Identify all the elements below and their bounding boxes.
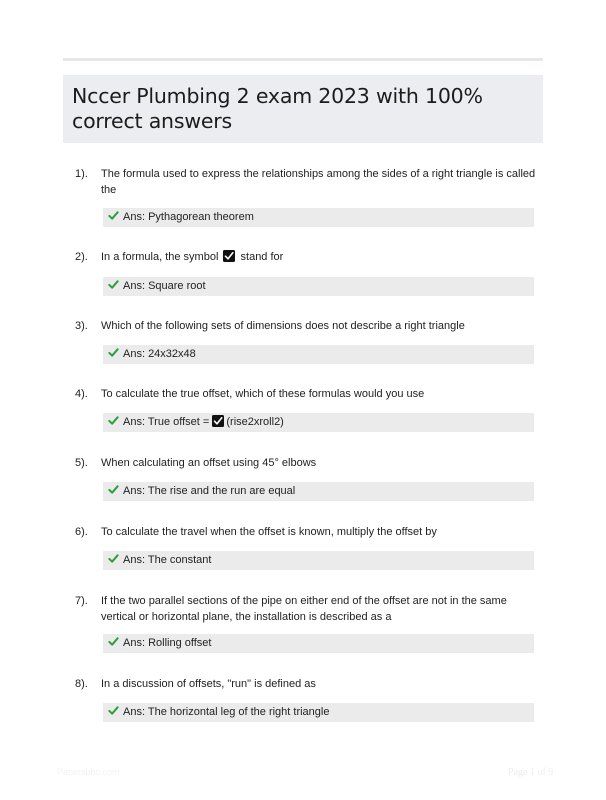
checkmark-icon bbox=[108, 553, 119, 564]
answer-text: Ans: Pythagorean theorem bbox=[123, 211, 254, 223]
square-root-symbol-icon bbox=[212, 415, 224, 427]
answer-text: Ans: Rolling offset bbox=[123, 637, 212, 649]
answer-box bbox=[103, 703, 534, 722]
answer-text: Ans: The horizontal leg of the right triangle bbox=[123, 706, 330, 718]
question-text-part: stand for bbox=[240, 251, 284, 263]
checkmark-icon bbox=[108, 347, 119, 358]
checkmark-icon bbox=[108, 705, 119, 716]
checkmark-icon bbox=[108, 415, 119, 426]
question-text: If the two parallel sections of the pipe on either end of the offset are not in the same vertical or horizontal plane, the installation is described as a bbox=[101, 595, 507, 623]
question-number: 3). bbox=[75, 320, 88, 332]
answer-box bbox=[103, 482, 534, 501]
answer-text: Ans: The constant bbox=[123, 554, 212, 566]
question-text: When calculating an offset using 45° elbows bbox=[101, 457, 317, 469]
question-text: Which of the following sets of dimensions does not describe a right triangle bbox=[101, 320, 465, 332]
footer-watermark: Papersbbc.com bbox=[57, 767, 120, 777]
checkmark-icon bbox=[108, 484, 119, 495]
answer-text-part: (rise2xroll2) bbox=[226, 416, 284, 428]
checkmark-icon bbox=[108, 636, 119, 647]
question-number: 2). bbox=[75, 251, 88, 263]
answer-box bbox=[103, 634, 534, 653]
question-text: To calculate the travel when the offset is known, multiply the offset by bbox=[101, 526, 437, 538]
question-number: 1). bbox=[75, 168, 88, 180]
question-number: 8). bbox=[75, 678, 88, 690]
checkmark-icon bbox=[108, 210, 119, 221]
question-number: 5). bbox=[75, 457, 88, 469]
checkmark-icon bbox=[108, 279, 119, 290]
question-text-part: In a formula, the symbol bbox=[101, 251, 219, 263]
question-number: 4). bbox=[75, 388, 88, 400]
answer-text-part: Ans: True offset = bbox=[123, 416, 210, 428]
question-text bbox=[101, 250, 541, 266]
question-number: 6). bbox=[75, 526, 88, 538]
question-text: To calculate the true offset, which of these formulas would you use bbox=[101, 388, 425, 400]
page-number: Page 1 of 9 bbox=[508, 767, 554, 778]
question-text: In a discussion of offsets, "run" is defined as bbox=[101, 678, 316, 690]
answer-text: Ans: Square root bbox=[123, 280, 206, 292]
question-text: The formula used to express the relationships among the sides of a right triangle is called the bbox=[101, 168, 536, 196]
square-root-symbol-icon bbox=[223, 250, 235, 262]
answer-box bbox=[103, 277, 534, 296]
answer-box bbox=[103, 551, 534, 570]
page-title: Nccer Plumbing 2 exam 2023 with 100% correct answers bbox=[72, 84, 483, 133]
answer-text: Ans: 24x32x48 bbox=[123, 348, 196, 360]
answer-text: Ans: The rise and the run are equal bbox=[123, 485, 296, 497]
question-number: 7). bbox=[75, 595, 88, 607]
answer-box bbox=[103, 345, 534, 364]
answer-box bbox=[103, 208, 534, 227]
answer-box bbox=[103, 413, 534, 432]
